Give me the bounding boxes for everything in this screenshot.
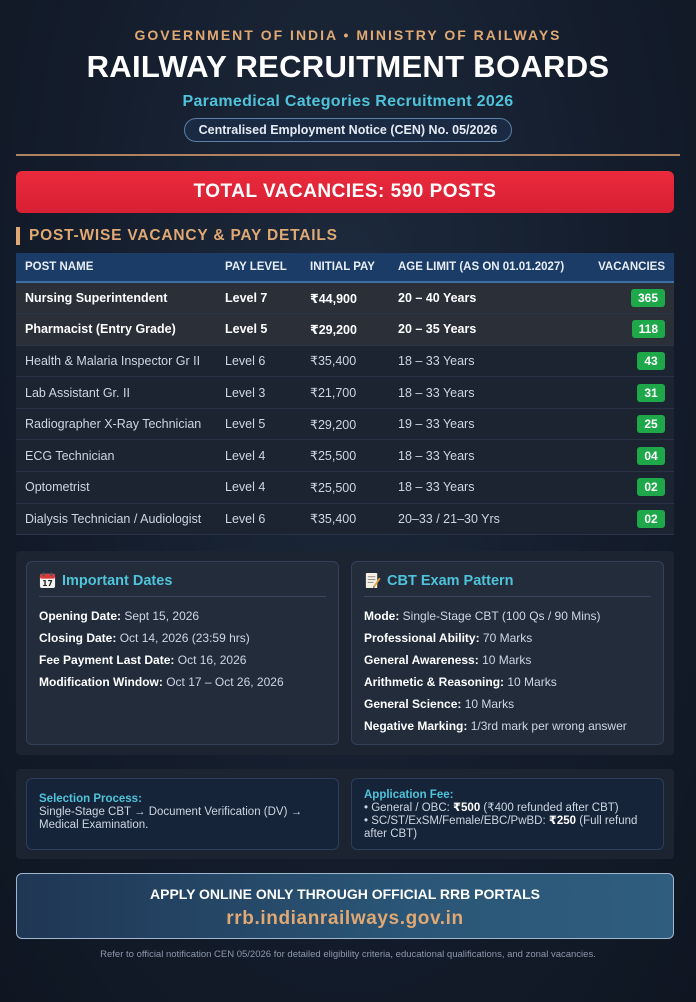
section-title: POST-WISE VACANCY & PAY DETAILS: [16, 227, 680, 245]
memo-icon: [364, 572, 381, 589]
initial-pay: ₹44,900: [301, 282, 389, 314]
apply-banner: [16, 873, 674, 939]
info-panel: [16, 551, 674, 755]
professional-ability: Professional Ability: 70 Marks: [364, 631, 533, 646]
vacancy-badge: 118: [632, 320, 665, 338]
fee-last-date: Fee Payment Last Date: Oct 16, 2026: [39, 653, 247, 668]
selection-process-box: [26, 778, 339, 850]
initial-pay: ₹35,400: [301, 503, 389, 535]
footer-note: Refer to official notification CEN 05/2026 for detailed eligibility criteria, educational qualifications, and zonal vacancies.: [100, 949, 596, 961]
total-vacancies-banner: TOTAL VACANCIES: 590 POSTS: [16, 171, 674, 213]
col-header-post: POST NAME: [16, 253, 216, 282]
vacancy-badge: 02: [637, 478, 665, 496]
table-row: [16, 377, 674, 409]
post-name: Optometrist: [16, 472, 216, 504]
initial-pay: ₹29,200: [301, 314, 389, 346]
post-name: ECG Technician: [16, 440, 216, 472]
table-row: [16, 345, 674, 377]
post-name: Pharmacist (Entry Grade): [16, 314, 216, 346]
header: [0, 0, 696, 142]
initial-pay: ₹21,700: [301, 377, 389, 409]
application-fee-box: [351, 778, 664, 850]
vacancy-badge: 31: [637, 384, 665, 402]
vacancy-badge: 04: [637, 447, 665, 465]
post-name: Radiographer X-Ray Technician: [16, 408, 216, 440]
important-dates-card: [26, 561, 339, 745]
pay-level: Level 3: [216, 377, 301, 409]
initial-pay: ₹29,200: [301, 408, 389, 440]
pay-level: Level 4: [216, 440, 301, 472]
age-limit: 20 – 35 Years: [389, 314, 589, 346]
selection-process-label: Selection Process:: [39, 793, 142, 806]
cbt-pattern-card: [351, 561, 664, 745]
age-limit: 18 – 33 Years: [389, 440, 589, 472]
vacancy-badge: 02: [637, 510, 665, 528]
post-name: Lab Assistant Gr. II: [16, 377, 216, 409]
pay-level: Level 4: [216, 472, 301, 504]
col-header-pay: INITIAL PAY: [301, 253, 389, 282]
fee-general: • General / OBC: ₹500 (₹400 refunded after CBT): [364, 802, 619, 815]
post-name: Health & Malaria Inspector Gr II: [16, 345, 216, 377]
portal-url-link[interactable]: rrb.indianrailways.gov.in: [226, 908, 464, 930]
apply-text: APPLY ONLINE ONLY THROUGH OFFICIAL RRB PORTALS: [150, 886, 540, 903]
age-limit: 18 – 33 Years: [389, 472, 589, 504]
arithmetic-reasoning: Arithmetic & Reasoning: 10 Marks: [364, 675, 557, 690]
age-limit: 18 – 33 Years: [389, 345, 589, 377]
page-title: RAILWAY RECRUITMENT BOARDS: [86, 49, 610, 84]
col-header-age: AGE LIMIT (AS ON 01.01.2027): [389, 253, 589, 282]
col-header-vacancies: VACANCIES: [589, 253, 674, 282]
initial-pay: ₹25,500: [301, 472, 389, 504]
age-limit: 20 – 40 Years: [389, 282, 589, 314]
pay-level: Level 6: [216, 503, 301, 535]
initial-pay: ₹25,500: [301, 440, 389, 472]
table-row: [16, 314, 674, 346]
vacancy-table: [16, 253, 674, 535]
important-dates-title: Important Dates: [62, 572, 173, 589]
age-limit: 20–33 / 21–30 Yrs: [389, 503, 589, 535]
vacancy-badge: 365: [631, 289, 665, 307]
closing-date: Closing Date: Oct 14, 2026 (23:59 hrs): [39, 631, 250, 646]
post-name: Nursing Superintendent: [16, 282, 216, 314]
negative-marking: Negative Marking: 1/3rd mark per wrong answer: [364, 719, 627, 734]
vacancy-badge: 43: [637, 352, 665, 370]
opening-date: Opening Date: Sept 15, 2026: [39, 609, 200, 624]
ministry-line: GOVERNMENT OF INDIA • MINISTRY OF RAILWAYS: [134, 27, 562, 43]
col-header-level: PAY LEVEL: [216, 253, 301, 282]
process-fee-panel: [16, 769, 674, 859]
svg-text:17: 17: [42, 579, 53, 589]
vacancy-badge: 25: [637, 415, 665, 433]
table-row: [16, 503, 674, 535]
age-limit: 19 – 33 Years: [389, 408, 589, 440]
general-awareness: General Awareness: 10 Marks: [364, 653, 532, 668]
initial-pay: ₹35,400: [301, 345, 389, 377]
table-row: [16, 472, 674, 504]
post-name: Dialysis Technician / Audiologist: [16, 503, 216, 535]
age-limit: 18 – 33 Years: [389, 377, 589, 409]
table-row: [16, 440, 674, 472]
table-row: [16, 408, 674, 440]
calendar-icon: [39, 572, 56, 589]
fee-reserved: • SC/ST/ExSM/Female/EBC/PwBD: ₹250 (Full refund after CBT): [364, 815, 638, 841]
table-row: [16, 282, 674, 314]
application-fee-label: Application Fee:: [364, 789, 454, 802]
page-subtitle: Paramedical Categories Recruitment 2026: [182, 93, 514, 110]
cen-badge: Centralised Employment Notice (CEN) No. 05/2026: [184, 118, 513, 142]
selection-process-text: Single-Stage CBT → Document Verification (DV) → Medical Examination.: [39, 806, 303, 832]
header-divider: [16, 154, 680, 156]
pay-level: Level 5: [216, 408, 301, 440]
pay-level: Level 6: [216, 345, 301, 377]
modification-window: Modification Window: Oct 17 – Oct 26, 2026: [39, 675, 284, 690]
pay-level: Level 5: [216, 314, 301, 346]
exam-mode: Mode: Single-Stage CBT (100 Qs / 90 Mins): [364, 609, 601, 624]
general-science: General Science: 10 Marks: [364, 697, 515, 712]
cbt-pattern-title: CBT Exam Pattern: [387, 572, 514, 589]
pay-level: Level 7: [216, 282, 301, 314]
table-header-row: [16, 253, 674, 282]
